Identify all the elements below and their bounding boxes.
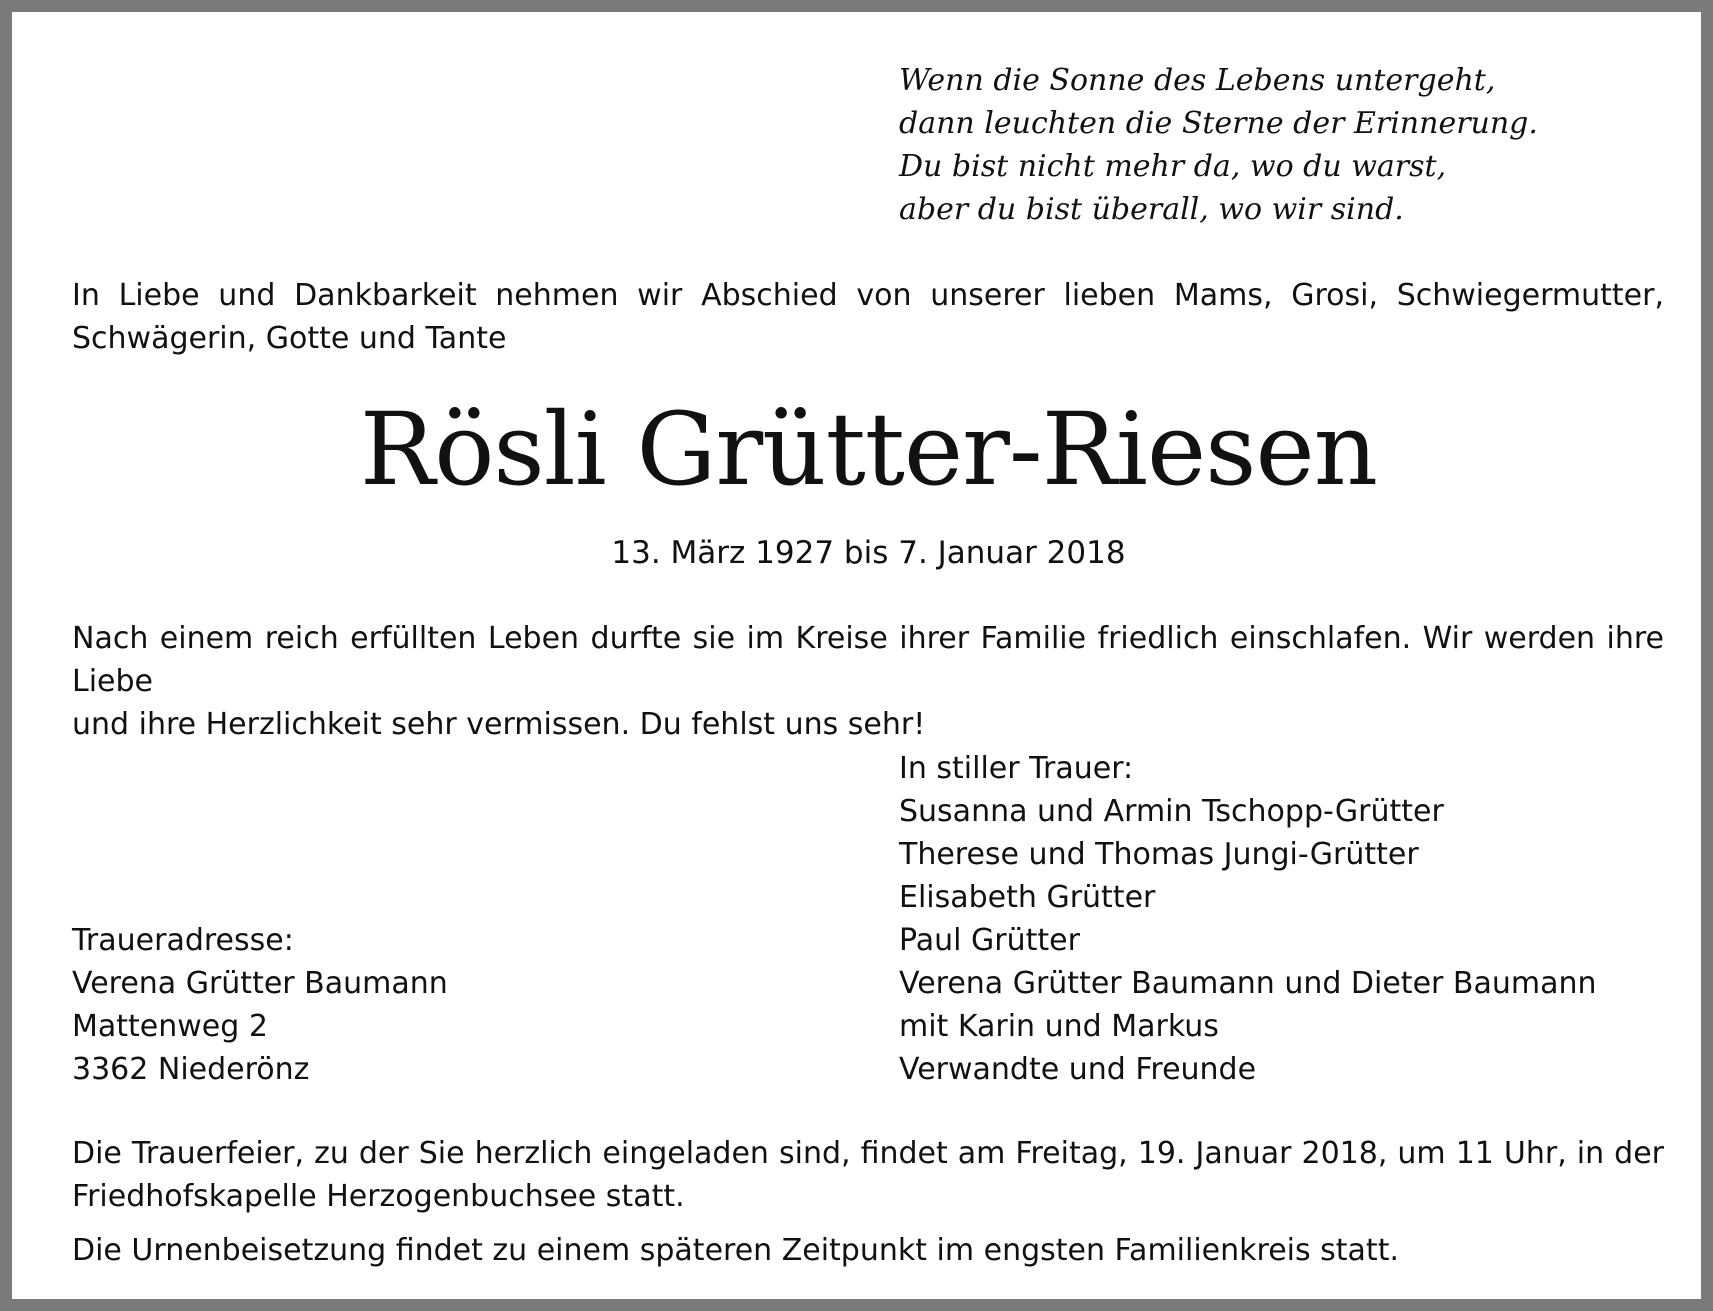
message-line-1: Nach einem reich erfüllten Leben durfte sie im Kreise ihrer Familie friedlich einschlafen. Wir werden ihre Liebe — [72, 621, 1664, 699]
poem-line: dann leuchten die Sterne der Erinnerung. — [899, 106, 1538, 141]
mourner-name: mit Karin und Markus — [899, 1009, 1219, 1044]
burial-note — [72, 1229, 1664, 1272]
burial-line: Die Urnenbeisetzung findet zu einem späteren Zeitpunkt im engsten Familienkreis statt. — [72, 1233, 1399, 1268]
address-heading: Traueradresse: — [72, 923, 294, 958]
message-line-2: und ihre Herzlichkeit sehr vermissen. Du fehlst uns sehr! — [72, 707, 926, 742]
poem-line: Du bist nicht mehr da, wo du warst, — [899, 149, 1447, 184]
ceremony-paragraph — [72, 1132, 1664, 1218]
deceased-name: Rösli Grütter-Riesen — [359, 391, 1378, 508]
intro-paragraph — [72, 274, 1664, 360]
address-line: 3362 Niederönz — [72, 1052, 310, 1087]
mourner-name: Paul Grütter — [899, 923, 1080, 958]
poem-line: Wenn die Sonne des Lebens untergeht, — [899, 63, 1496, 98]
mourner-name: Therese und Thomas Jungi-Grütter — [899, 837, 1419, 872]
mourners-heading: In stiller Trauer: — [899, 751, 1134, 786]
intro-line-1: In Liebe und Dankbarkeit nehmen wir Abschied von unserer lieben Mams, Grosi, Schwiegermutter, — [72, 278, 1664, 313]
ceremony-line-1: Die Trauerfeier, zu der Sie herzlich eingeladen sind, findet am Freitag, 19. Januar 2018, um 11 Uhr, in der — [72, 1136, 1664, 1171]
intro-line-2: Schwägerin, Gotte und Tante — [72, 321, 507, 356]
mourner-name: Verwandte und Freunde — [899, 1052, 1257, 1087]
life-dates: 13. März 1927 bis 7. Januar 2018 — [611, 535, 1126, 571]
mourner-name: Verena Grütter Baumann und Dieter Baumann — [899, 966, 1597, 1001]
ceremony-line-2: Friedhofskapelle Herzogenbuchsee statt. — [72, 1179, 685, 1214]
address-line: Verena Grütter Baumann — [72, 966, 448, 1001]
message-paragraph — [72, 617, 1664, 746]
address-line: Mattenweg 2 — [72, 1009, 268, 1044]
mourner-name: Susanna und Armin Tschopp-Grütter — [899, 794, 1444, 829]
poem — [899, 59, 1538, 231]
address-block — [72, 919, 448, 1091]
poem-line: aber du bist überall, wo wir sind. — [899, 192, 1404, 227]
mourner-name: Elisabeth Grütter — [899, 880, 1156, 915]
mourners-block — [899, 747, 1597, 1091]
